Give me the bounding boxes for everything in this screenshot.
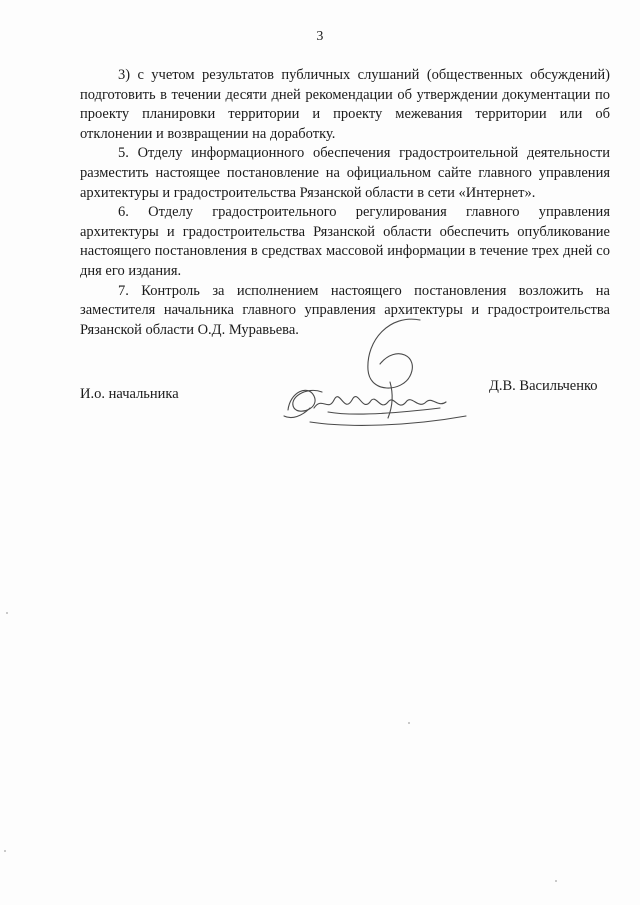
- scan-speck: [555, 880, 557, 882]
- paragraph-item-7: 7. Контроль за исполнением настоящего постановления возложить на заместителя начальника главного управления архитектуры и градостроительства Рязанской области О.Д. Муравьева.: [80, 282, 610, 338]
- signature-block: [0, 372, 640, 442]
- handwritten-signature: [270, 312, 470, 442]
- scan-speck: [408, 722, 410, 724]
- signatory-title: И.о. начальника: [80, 386, 179, 402]
- page-number: 3: [316, 29, 324, 44]
- scan-speck: [6, 612, 8, 614]
- paragraph-item-3: 3) с учетом результатов публичных слушаний (общественных обсуждений) подготовить в течении десяти дней рекомендации об утверждении документации по проекту планировки территории и проекту межевания территории или об отклонении и возвращении на доработку.: [80, 67, 610, 142]
- paragraph-item-6: 6. Отделу градостроительного регулирования главного управления архитектуры и градостроительства Рязанской области обеспечить опубликование настоящего постановления в средствах массовой информации в течение трех дней со дня его издания.: [80, 204, 610, 279]
- scan-speck: [4, 850, 6, 852]
- paragraph-item-5: 5. Отделу информационного обеспечения градостроительной деятельности разместить настоящее постановление на официальном сайте главного управления архитектуры и градостроительства Рязанской области в сети «Интернет».: [80, 145, 610, 201]
- document-body: [80, 66, 610, 340]
- signatory-name: Д.В. Васильченко: [489, 378, 598, 394]
